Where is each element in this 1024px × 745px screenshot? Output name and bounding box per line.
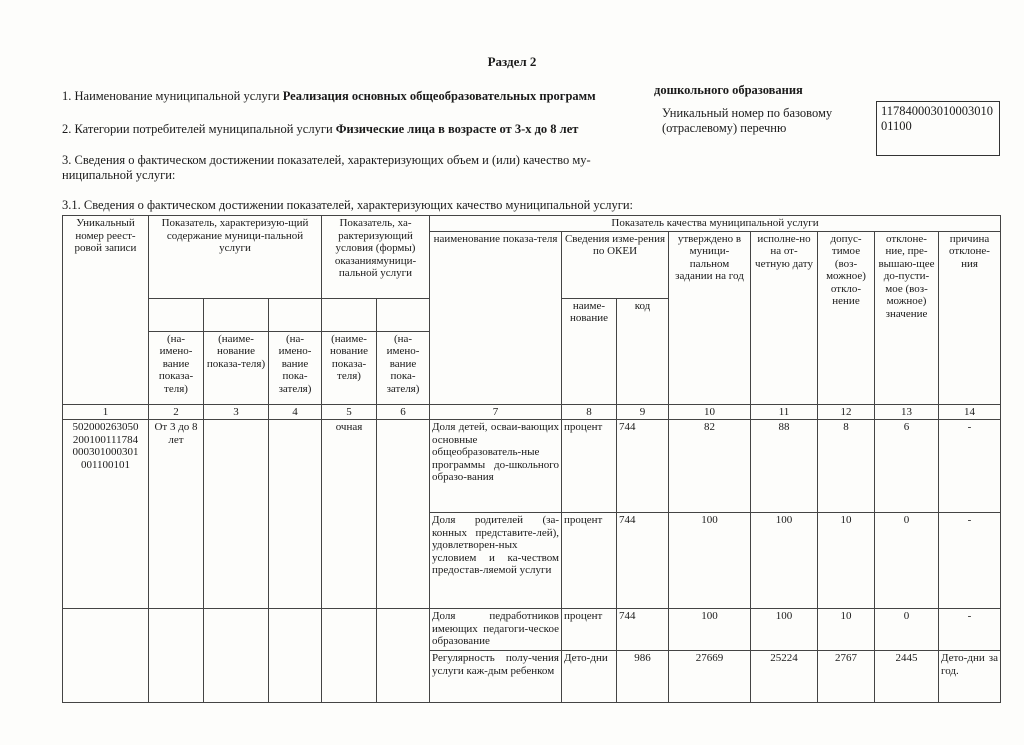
blank-cell — [322, 609, 377, 703]
reason-cell: - — [939, 420, 1001, 513]
quality-heading: 3.1. Сведения о фактическом достижении показателей, характеризующих качество муниципальной услуги: — [62, 198, 634, 212]
header-sub-name-3: (на-имено-вание пока-зателя) — [269, 331, 322, 404]
service-name-line — [62, 89, 596, 104]
service-name-continuation: дошкольного образования — [654, 83, 803, 97]
allowed-cell: 10 — [818, 609, 875, 651]
age-cell: От 3 до 8 лет — [149, 420, 204, 609]
exceeding-cell: 2445 — [875, 651, 939, 703]
col-number: 5 — [322, 404, 377, 420]
allowed-cell: 8 — [818, 420, 875, 513]
col-number: 1 — [63, 404, 149, 420]
unique-number-box: 11784000301000301001100 — [876, 101, 1000, 156]
code-cell: 744 — [617, 420, 669, 513]
header-sub-name-5: (на-имено-вание пока-зателя) — [377, 331, 430, 404]
col-number: 12 — [818, 404, 875, 420]
executed-cell: 88 — [751, 420, 818, 513]
blank-cell — [204, 298, 269, 331]
registry-number: 502000263050 200100111784 000301000301 001100101 — [63, 420, 149, 609]
unit-cell: процент — [562, 420, 617, 513]
col-number: 4 — [269, 404, 322, 420]
indicator-name: Доля педработников имеющих педагоги-ческое образование — [430, 609, 562, 651]
header-exceeding: отклоне-ние, пре-вышаю-щее до-пусти-мое (воз-можное) значение — [875, 231, 939, 404]
code-cell: 744 — [617, 513, 669, 609]
blank-cell — [204, 420, 269, 609]
blank-cell — [377, 420, 430, 609]
col-number: 2 — [149, 404, 204, 420]
col-number: 11 — [751, 404, 818, 420]
unit-cell: Дето-дни — [562, 651, 617, 703]
unique-number-label-line1: Уникальный номер по базовому — [662, 106, 833, 120]
exceeding-cell: 0 — [875, 609, 939, 651]
consumers-label: 2. Категории потребителей муниципальной услуги — [62, 122, 333, 136]
approved-cell: 100 — [669, 609, 751, 651]
blank-cell — [149, 609, 204, 703]
indicator-name: Доля родителей (за-конных представите-лей), удовлетворен-ных условием и ка-чеством предостав-ляемой услуги — [430, 513, 562, 609]
approved-cell: 82 — [669, 420, 751, 513]
unit-cell: процент — [562, 609, 617, 651]
col-number: 9 — [617, 404, 669, 420]
info-line-1: 3. Сведения о фактическом достижении показателей, характеризующих объем и (или) качество му- — [62, 153, 591, 167]
col-number: 13 — [875, 404, 939, 420]
unique-number-label — [662, 106, 862, 136]
header-indicator-name: наименование показа-теля — [430, 231, 562, 404]
reason-cell: - — [939, 609, 1001, 651]
unit-cell: процент — [562, 513, 617, 609]
reason-cell: Дето-дни за год. — [939, 651, 1001, 703]
header-sub-name-4: (наиме-нование показа-теля) — [322, 331, 377, 404]
unique-number-label-line2: (отраслевому) перечню — [662, 121, 787, 135]
table-row — [63, 609, 1001, 651]
header-executed: исполне-но на от-четную дату — [751, 231, 818, 404]
code-cell: 744 — [617, 609, 669, 651]
header-allowed: допус-тимое (воз-можное) откло-нение — [818, 231, 875, 404]
header-okei: Сведения изме-рения по ОКЕИ — [562, 231, 669, 298]
blank-cell — [269, 298, 322, 331]
blank-cell — [204, 609, 269, 703]
form-cell: очная — [322, 420, 377, 609]
code-cell: 986 — [617, 651, 669, 703]
blank-cell — [149, 298, 204, 331]
col-number: 8 — [562, 404, 617, 420]
header-sub-name-1: (на-имено-вание показа-теля) — [149, 331, 204, 404]
approved-cell: 27669 — [669, 651, 751, 703]
col-number: 3 — [204, 404, 269, 420]
allowed-cell: 10 — [818, 513, 875, 609]
exceeding-cell: 6 — [875, 420, 939, 513]
col-number: 10 — [669, 404, 751, 420]
col-number: 6 — [377, 404, 430, 420]
allowed-cell: 2767 — [818, 651, 875, 703]
service-name-value: Реализация основных общеобразовательных программ — [282, 89, 596, 103]
blank-cell — [269, 420, 322, 609]
exceeding-cell: 0 — [875, 513, 939, 609]
header-row-1 — [63, 216, 1001, 232]
section-title: Раздел 2 — [487, 54, 537, 69]
col-number: 14 — [939, 404, 1001, 420]
header-reason: причина отклоне-ния — [939, 231, 1001, 404]
quality-table — [62, 215, 1001, 703]
header-okei-name: наиме-нование — [562, 298, 617, 404]
executed-cell: 25224 — [751, 651, 818, 703]
reason-cell: - — [939, 513, 1001, 609]
approved-cell: 100 — [669, 513, 751, 609]
header-sub-name-2: (наиме-нование показа-теля) — [204, 331, 269, 404]
blank-cell — [269, 609, 322, 703]
column-numbers-row — [63, 404, 1001, 420]
indicator-name: Доля детей, осваи-вающих основные общеобразователь-ные программы до-школьного образо-вания — [430, 420, 562, 513]
header-registry: Уникальный номер реест-ровой записи — [63, 216, 149, 405]
service-name-label: 1. Наименование муниципальной услуги — [62, 89, 280, 103]
col-number: 7 — [430, 404, 562, 420]
blank-cell — [377, 298, 430, 331]
header-approved: утверждено в муници-пальном задании на год — [669, 231, 751, 404]
info-line-2: ниципальной услуги: — [62, 168, 176, 182]
consumers-line — [62, 122, 578, 137]
blank-cell — [63, 609, 149, 703]
indicator-name: Регулярность полу-чения услуги каж-дым ребенком — [430, 651, 562, 703]
executed-cell: 100 — [751, 513, 818, 609]
blank-cell — [377, 609, 430, 703]
blank-cell — [322, 298, 377, 331]
header-quality: Показатель качества муниципальной услуги — [430, 216, 1001, 232]
header-content: Показатель, характеризую-щий содержание муници-пальной услуги — [149, 216, 322, 299]
header-okei-code: код — [617, 298, 669, 404]
table-row — [63, 420, 1001, 513]
header-conditions: Показатель, ха-рактеризующий условия (формы) оказаниямуници-пальной услуги — [322, 216, 430, 299]
consumers-value: Физические лица в возрасте от 3-х до 8 лет — [335, 122, 579, 136]
executed-cell: 100 — [751, 609, 818, 651]
